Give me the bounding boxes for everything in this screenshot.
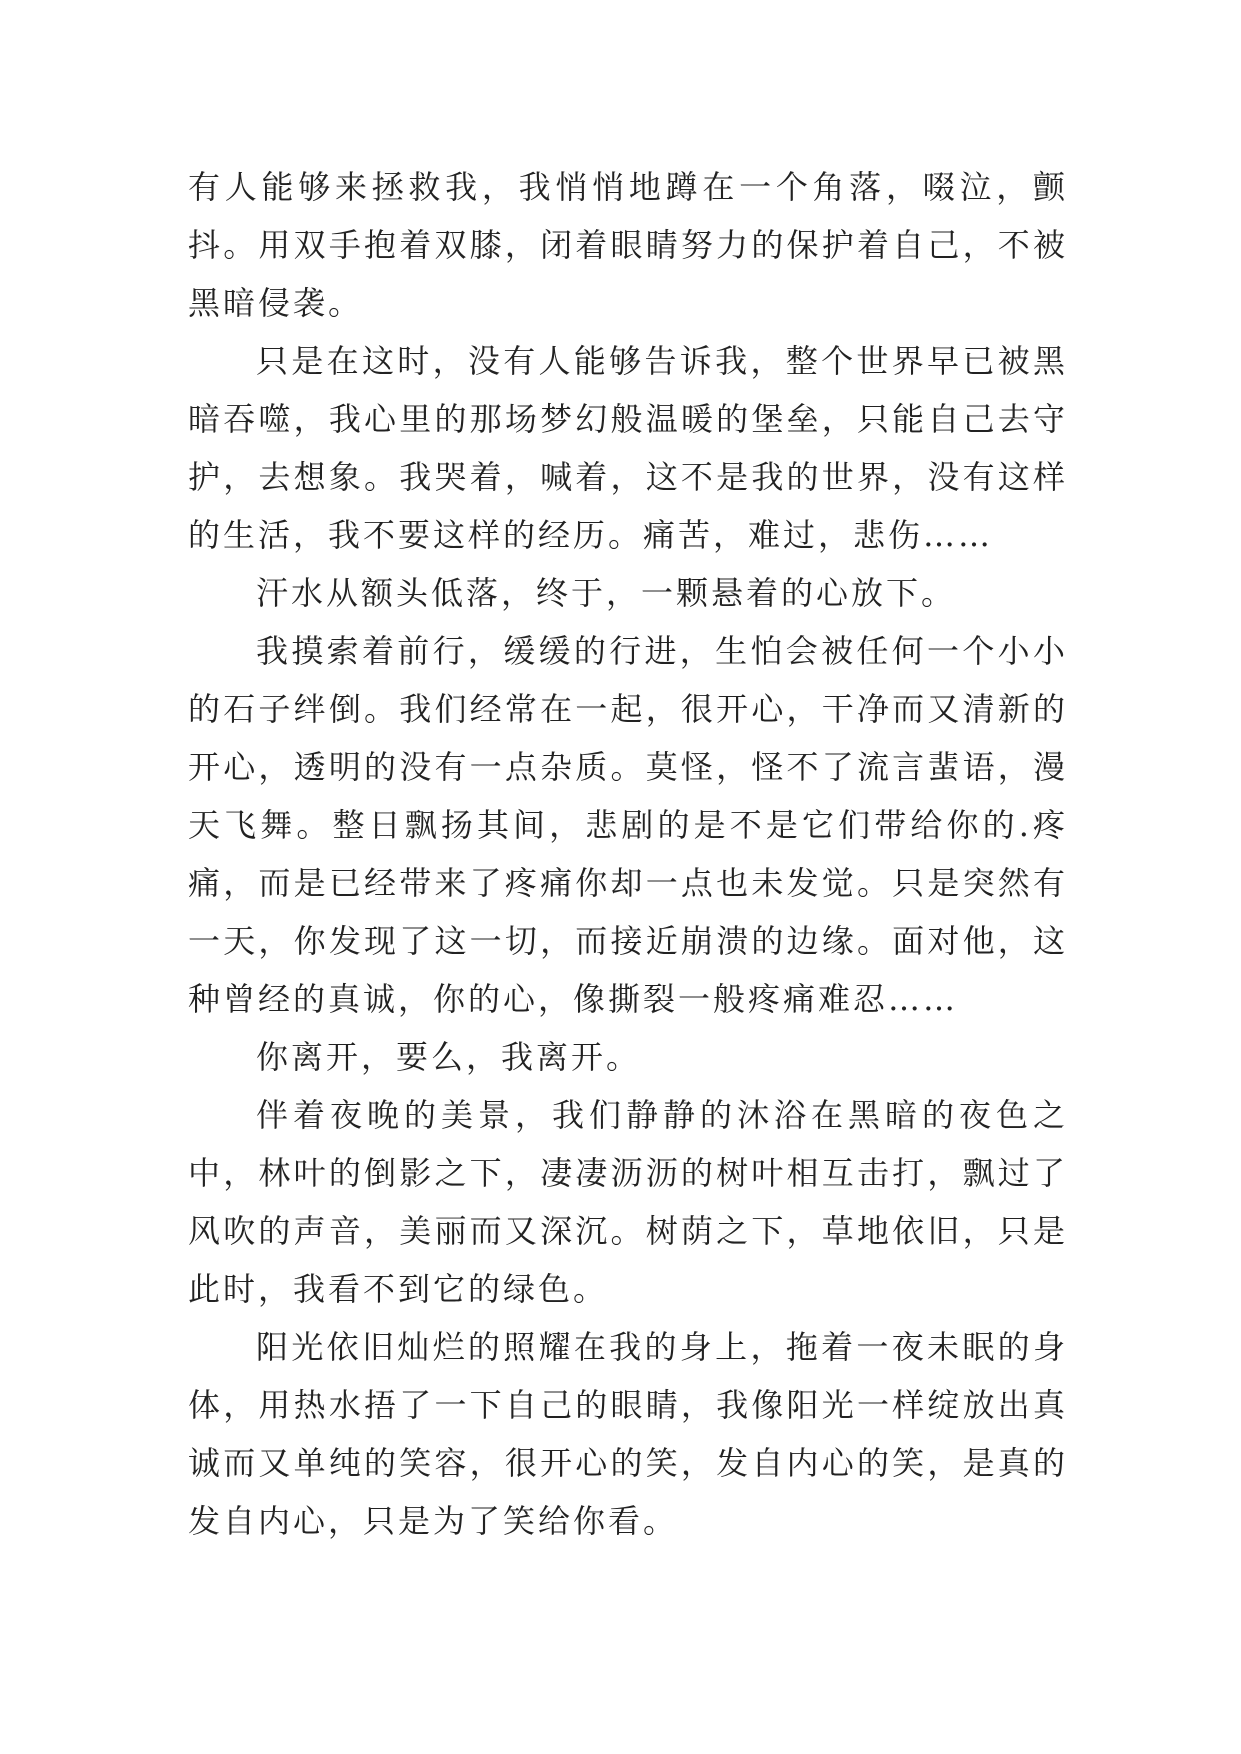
paragraph-6: 伴着夜晚的美景，我们静静的沐浴在黑暗的夜色之中，林叶的倒影之下，凄凄沥沥的树叶相互击打，飘过了风吹的声音，美丽而又深沉。树荫之下，草地依旧，只是此时，我看不到它的绿色。 (188, 1096, 1068, 1308)
body-text (188, 158, 1068, 1550)
paragraph-5: 你离开，要么，我离开。 (256, 1038, 642, 1076)
paragraph-7: 阳光依旧灿烂的照耀在我的身上，拖着一夜未眠的身体，用热水捂了一下自己的眼睛，我像阳光一样绽放出真诚而又单纯的笑容，很开心的笑，发自内心的笑，是真的发自内心，只是为了笑给你看。 (188, 1328, 1068, 1540)
paragraph-1: 有人能够来拯救我，我悄悄地蹲在一个角落，啜泣，颤抖。用双手抱着双膝，闭着眼睛努力的保护着自己，不被黑暗侵袭。 (188, 168, 1068, 322)
paragraph-2: 只是在这时，没有人能够告诉我，整个世界早已被黑暗吞噬，我心里的那场梦幻般温暖的堡垒，只能自己去守护，去想象。我哭着，喊着，这不是我的世界，没有这样的生活，我不要这样的经历。痛苦，难过，悲伤…… (188, 342, 1068, 554)
paragraph-4: 我摸索着前行，缓缓的行进，生怕会被任何一个小小的石子绊倒。我们经常在一起，很开心，干净而又清新的开心，透明的没有一点杂质。莫怪，怪不了流言蜚语，漫天飞舞。整日飘扬其间，悲剧的是不是它们带给你的.疼痛，而是已经带来了疼痛你却一点也未发觉。只是突然有一天，你发现了这一切，而接近崩溃的边缘。面对他，这种曾经的真诚，你的心，像撕裂一般疼痛难忍…… (188, 632, 1068, 1018)
paragraph-3: 汗水从额头低落，终于，一颗悬着的心放下。 (256, 574, 957, 612)
